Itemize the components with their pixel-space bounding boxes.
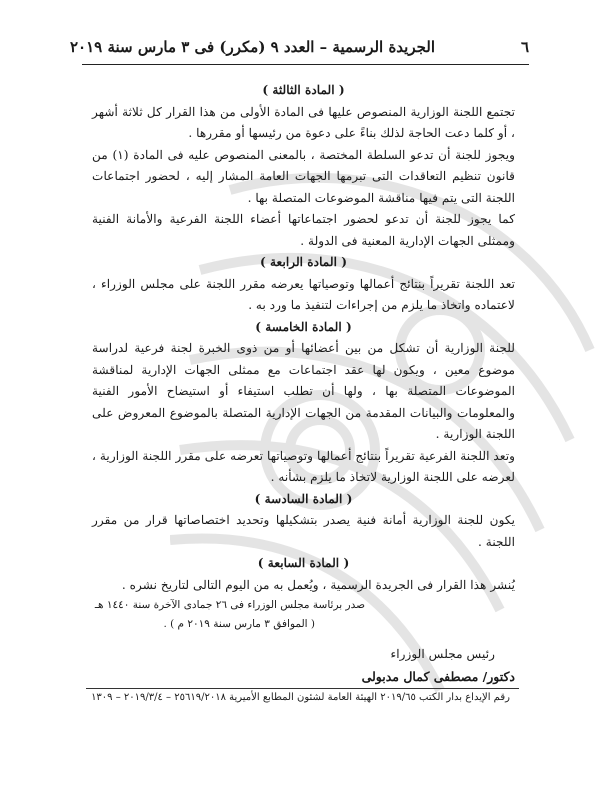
- footer-divider: [86, 688, 519, 689]
- article-heading: ( المادة الخامسة ): [255, 319, 352, 334]
- article-heading: ( المادة الرابعة ): [260, 255, 347, 269]
- article-heading: ( المادة السابعة ): [257, 556, 350, 570]
- article-paragraph: ويجوز للجنة أن تدعو السلطة المختصة ، بالمعنى المنصوص عليه فى المادة (١) من قانون تنظيم التعاقدات التى تبرمها الجهات العامة المشار إليه ، لحضور اجتماعات اللجنة التى يتم فيها مناقشة الموضوعات المتصلة بها .: [92, 147, 515, 205]
- article-paragraph: يُنشر هذا القرار فى الجريدة الرسمية ، ويُعمل به من اليوم التالى لتاريخ نشره .: [121, 577, 515, 592]
- page-number: ٦: [520, 38, 529, 56]
- article-paragraph: تجتمع اللجنة الوزارية المنصوص عليها فى المادة الأولى من هذا القرار كل ثلاثة أشهر ، أو كلما دعت الحاجة لذلك بناءً على دعوة من رئيسها أو مقررها .: [92, 104, 515, 140]
- article-heading: ( المادة السادسة ): [254, 491, 353, 506]
- document-body: [92, 80, 515, 687]
- deposit-footer: رقم الإيداع بدار الكتب ٢٠١٩/٦٥ الهيئة العامة لشئون المطابع الأميرية ٢٥٦١٩/٢٠١٨ – ٢٠١٩/٣/٤ – ١٣٠٩: [91, 692, 510, 703]
- article-paragraph: وتعد اللجنة الفرعية تقريراً بنتائج أعمالها وتوصياتها تعرضه على مقرر اللجنة الوزارية ، لعرضه على اللجنة الوزارية لاتخاذ ما يلزم بشأنه .: [92, 448, 515, 484]
- article-paragraph: للجنة الوزارية أن تشكل من بين أعضائها أو من ذوى الخبرة لجنة فرعية لدراسة موضوع معين ، ويكون لها عقد اجتماعات مع ممثلى الجهات الإدارية لمناقشة الموضوعات المتصلة بها ، ولها أن تطلب استيفاء أو استيضاح الأمور الفنية والمعلومات والبيانات المقدمة من الجهات الإدارية المتصلة بالموضوع المعروض على اللجنة الوزارية .: [92, 341, 515, 441]
- gazette-title: الجريدة الرسمية – العدد ٩ (مكرر) فى ٣ مارس سنة ٢٠١٩: [70, 38, 436, 56]
- issued-date-line: صدر برئاسة مجلس الوزراء فى ٢٦ جمادى الآخرة سنة ١٤٤٠ هـ: [94, 599, 365, 611]
- article-paragraph: تعد اللجنة تقريراً بنتائج أعمالها وتوصياتها يعرضه مقرر اللجنة على مجلس الوزراء ، لاعتماده واتخاذ ما يلزم من إجراءات لتنفيذ ما ورد به .: [92, 276, 515, 312]
- header-divider: [82, 64, 529, 65]
- issued-gregorian-line: ( الموافق ٣ مارس سنة ٢٠١٩ م ) .: [163, 618, 315, 630]
- article-heading: ( المادة الثالثة ): [262, 83, 345, 97]
- signatory-name: دكتور/ مصطفى كمال مدبولى: [361, 668, 515, 684]
- article-paragraph: كما يجوز للجنة أن تدعو لحضور اجتماعاتها أعضاء اللجنة الفرعية والأمانة الفنية وممثلى الجهات الإدارية المعنية فى الدولة .: [92, 212, 515, 248]
- article-paragraph: يكون للجنة الوزارية أمانة فنية يصدر بتشكيلها وتحديد اختصاصاتها قرار من مقرر اللجنة .: [92, 513, 515, 549]
- signatory-title: رئيس مجلس الوزراء: [390, 647, 495, 661]
- page-header: [70, 38, 529, 62]
